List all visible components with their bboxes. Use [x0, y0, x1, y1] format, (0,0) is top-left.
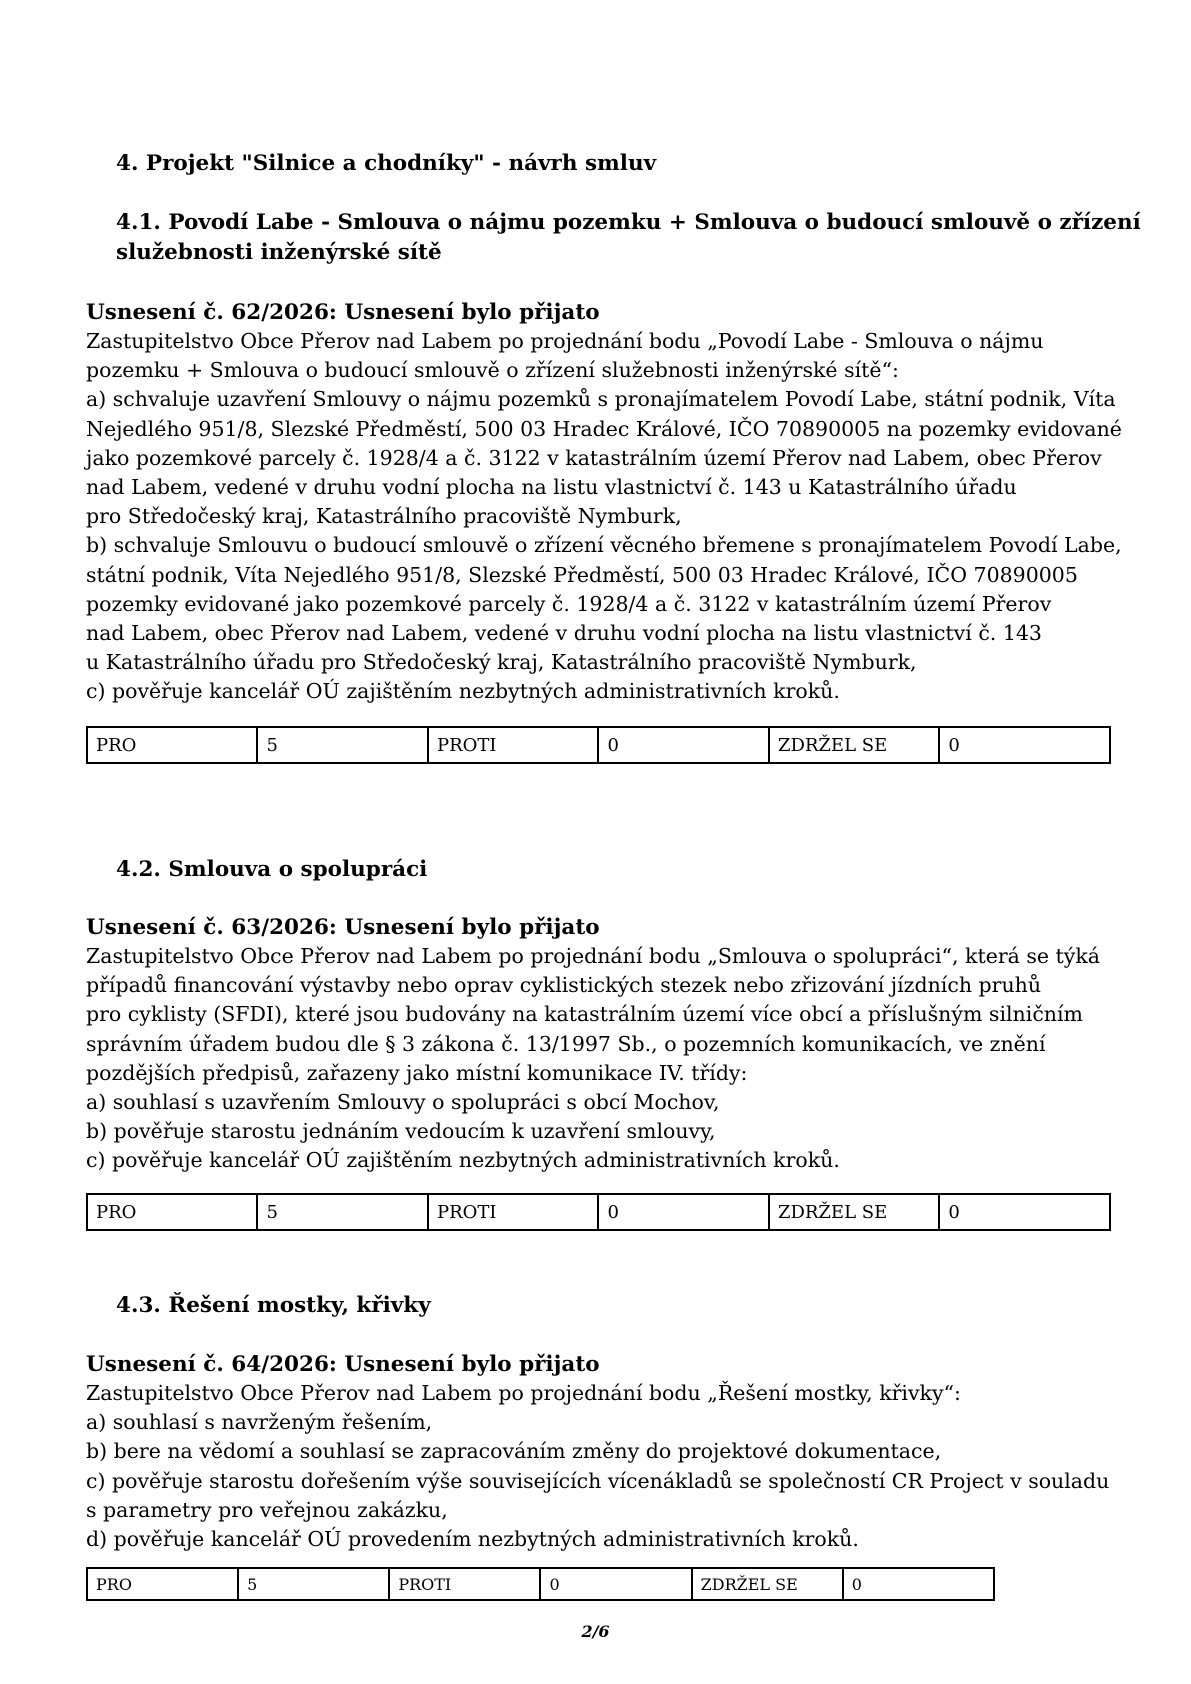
item-heading-line: 4.1. Povodí Labe - Smlouva o nájmu pozemku + Smlouva o budoucí smlouvě o zřízení: [116, 210, 1141, 235]
resolution-text-62: [86, 327, 1122, 707]
vote-label-pro: PRO: [87, 1568, 238, 1600]
resolution-line: u Katastrálního úřadu pro Středočeský kraj, Katastrálního pracoviště Nymburk,: [86, 650, 917, 675]
vote-label-pro: PRO: [87, 1194, 257, 1230]
vote-count-abstain: 0: [843, 1568, 994, 1600]
vote-count-pro: 5: [257, 727, 427, 763]
vote-label-abstain: ZDRŽEL SE: [769, 727, 939, 763]
vote-count-pro: 5: [238, 1568, 389, 1600]
vote-count-abstain: 0: [939, 727, 1110, 763]
resolution-line: s parametry pro veřejnou zakázku,: [86, 1497, 448, 1522]
resolution-line: Zastupitelstvo Obce Přerov nad Labem po projednání bodu „Smlouva o spolupráci“, která se týká: [86, 944, 1101, 968]
item-heading-line: 4.2. Smlouva o spolupráci: [116, 857, 428, 882]
item-heading-4-3: [116, 1291, 431, 1321]
resolution-line: případů financování výstavby nebo oprav cyklistických stezek nebo zřizování jízdních pruhů: [86, 973, 1042, 998]
vote-label-proti: PROTI: [389, 1568, 540, 1600]
vote-label-abstain: ZDRŽEL SE: [692, 1568, 843, 1600]
vote-row: [87, 1194, 1110, 1230]
resolution-line: b) pověřuje starostu jednáním vedoucím k uzavření smlouvy,: [86, 1119, 716, 1144]
resolution-text-64: [86, 1379, 1109, 1554]
resolution-line: státní podnik, Víta Nejedlého 951/8, Slezské Předměstí, 500 03 Hradec Králové, IČO 70890005: [86, 562, 1078, 587]
vote-count-proti: 0: [598, 1194, 768, 1230]
vote-table-63: [86, 1193, 1111, 1231]
page-number: 2/6: [581, 1622, 610, 1641]
vote-label-proti: PROTI: [428, 727, 598, 763]
vote-count-proti: 0: [598, 727, 768, 763]
resolution-line: c) pověřuje kancelář OÚ zajištěním nezbytných administrativních kroků.: [86, 679, 840, 704]
resolution-line: a) souhlasí s navrženým řešením,: [86, 1410, 433, 1435]
vote-label-pro: PRO: [87, 727, 257, 763]
vote-count-abstain: 0: [939, 1194, 1110, 1230]
resolution-line: správním úřadem budou dle § 3 zákona č. 13/1997 Sb., o pozemních komunikacích, ve znění: [86, 1031, 1046, 1056]
resolution-line: a) schvaluje uzavření Smlouvy o nájmu pozemků s pronajímatelem Povodí Labe, státní podnik, Víta: [86, 387, 1116, 412]
resolution-line: Zastupitelstvo Obce Přerov nad Labem po projednání bodu „Povodí Labe - Smlouva o nájmu: [86, 329, 1044, 353]
resolution-line: c) pověřuje starostu dořešením výše souvisejících vícenákladů se společností CR Project v souladu: [86, 1468, 1110, 1493]
resolution-line: pozdějších předpisů, zařazeny jako místní komunikace IV. třídy:: [86, 1060, 748, 1085]
resolution-line: d) pověřuje kancelář OÚ provedením nezbytných administrativních kroků.: [86, 1527, 859, 1552]
resolution-title-63: Usnesení č. 63/2026: Usnesení bylo přijato: [86, 915, 600, 940]
resolution-line: nad Labem, obec Přerov nad Labem, vedené v druhu vodní plocha na listu vlastnictví č. 143: [86, 621, 1042, 646]
resolution-text-63: [86, 942, 1100, 1176]
resolution-line: Zastupitelstvo Obce Přerov nad Labem po projednání bodu „Řešení mostky, křivky“:: [86, 1381, 961, 1405]
vote-table-62: [86, 726, 1111, 764]
resolution-line: pro Středočeský kraj, Katastrálního pracoviště Nymburk,: [86, 504, 682, 529]
resolution-title-64: Usnesení č. 64/2026: Usnesení bylo přijato: [86, 1352, 600, 1377]
vote-row: [87, 727, 1110, 763]
vote-label-proti: PROTI: [428, 1194, 598, 1230]
vote-label-abstain: ZDRŽEL SE: [769, 1194, 939, 1230]
section-heading: 4. Projekt "Silnice a chodníky" - návrh smluv: [116, 151, 657, 176]
item-heading-line: 4.3. Řešení mostky, křivky: [116, 1293, 431, 1318]
item-heading-line: služebnosti inženýrské sítě: [116, 240, 442, 265]
resolution-line: a) souhlasí s uzavřením Smlouvy o spolupráci s obcí Mochov,: [86, 1090, 720, 1115]
item-heading-4-1: [116, 208, 1141, 268]
vote-count-pro: 5: [257, 1194, 427, 1230]
resolution-title-62: Usnesení č. 62/2026: Usnesení bylo přijato: [86, 300, 600, 325]
vote-row: [87, 1568, 994, 1600]
resolution-line: Nejedlého 951/8, Slezské Předměstí, 500 03 Hradec Králové, IČO 70890005 na pozemky evidované: [86, 416, 1122, 441]
resolution-line: c) pověřuje kancelář OÚ zajištěním nezbytných administrativních kroků.: [86, 1148, 840, 1173]
vote-table-64: [86, 1567, 995, 1601]
resolution-line: b) bere na vědomí a souhlasí se zapracováním změny do projektové dokumentace,: [86, 1439, 942, 1464]
resolution-line: b) schvaluje Smlouvu o budoucí smlouvě o zřízení věcného břemene s pronajímatelem Povodí Labe,: [86, 533, 1122, 558]
item-heading-4-2: [116, 855, 427, 885]
resolution-line: pozemku + Smlouva o budoucí smlouvě o zřízení služebnosti inženýrské sítě“:: [86, 358, 899, 383]
resolution-line: jako pozemkové parcely č. 1928/4 a č. 3122 v katastrálním území Přerov nad Labem, obec Přerov: [86, 445, 1102, 470]
vote-count-proti: 0: [540, 1568, 691, 1600]
resolution-line: pro cyklisty (SFDI), které jsou budovány na katastrálním území více obcí a příslušným silničním: [86, 1002, 1083, 1027]
resolution-line: pozemky evidované jako pozemkové parcely č. 1928/4 a č. 3122 v katastrálním území Přerov: [86, 591, 1052, 616]
resolution-line: nad Labem, vedené v druhu vodní plocha na listu vlastnictví č. 143 u Katastrálního úřadu: [86, 475, 1017, 500]
